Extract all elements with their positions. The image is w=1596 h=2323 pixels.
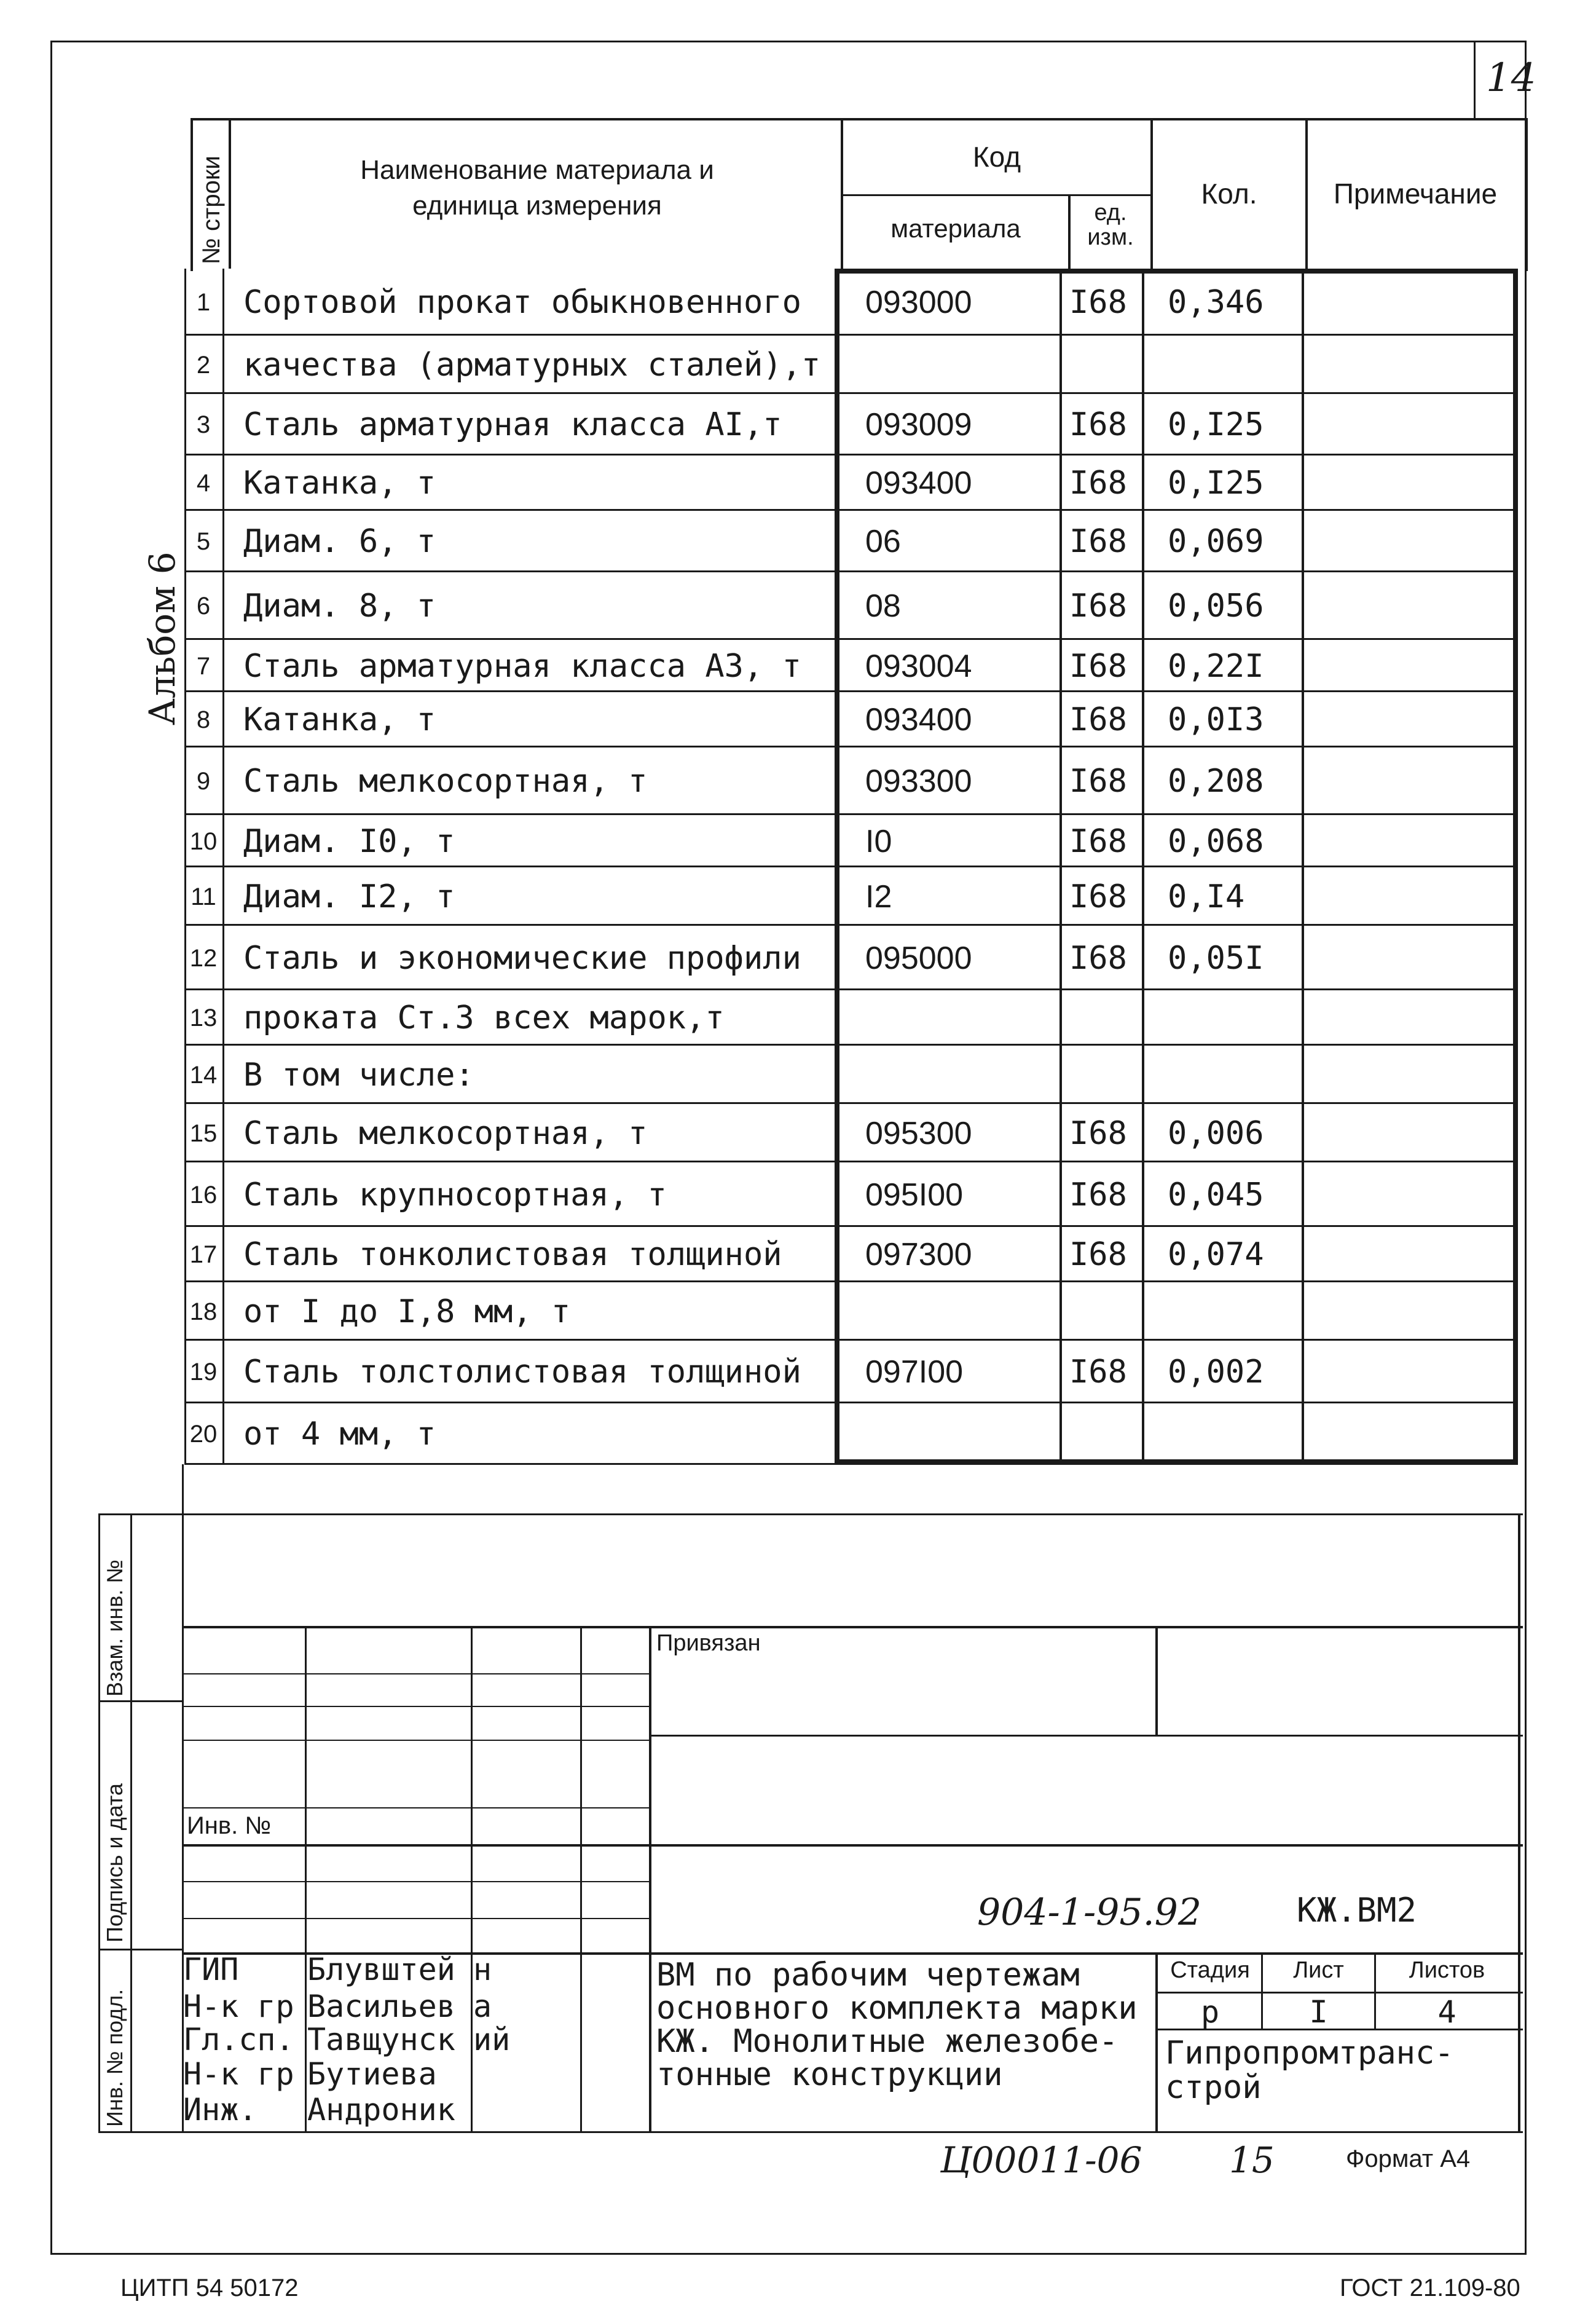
unit-code: I68 [1069, 763, 1127, 800]
material-code: 095300 [865, 1115, 972, 1151]
material-name: Сталь толстолистовая толщиной [243, 1354, 801, 1390]
material-code: I2 [865, 878, 892, 915]
unit-code [1069, 998, 1142, 1038]
side-label-vzam: Взам. инв. № [102, 1559, 127, 1697]
row-number: 11 [191, 883, 216, 910]
material-name: Сталь мелкосортная, т [243, 763, 648, 800]
unit-code: I68 [1069, 1114, 1127, 1152]
quantity: 0,I4 [1168, 878, 1245, 915]
material-name: качества (арматурных сталей),т [243, 346, 821, 384]
material-code: 097I00 [865, 1354, 964, 1390]
header-row-no: № строки [198, 156, 225, 264]
doc-title: ВМ по рабочим чертежам основного комплекта марки КЖ. Монолитные железобе- тонные конструкции [656, 1957, 1138, 2093]
album-label: Альбом 6 [141, 551, 183, 725]
material-code [865, 1292, 1062, 1331]
quantity: 0,05I [1168, 939, 1264, 977]
person-mark: н [473, 1952, 492, 1987]
quantity: 0,056 [1168, 588, 1264, 625]
quantity: 0,069 [1168, 523, 1264, 560]
row-number: 19 [189, 1359, 218, 1386]
material-code: I0 [865, 823, 892, 859]
quantity: 0,I25 [1168, 465, 1264, 502]
quantity: 0,0I3 [1168, 701, 1264, 738]
quantity: 0,22I [1168, 647, 1264, 685]
unit-code: I68 [1069, 284, 1127, 321]
header-qty: Кол. [1201, 178, 1257, 210]
quantity: 0,045 [1168, 1176, 1264, 1213]
unit-code: I68 [1069, 1236, 1127, 1273]
material-name: проката Ст.3 всех марок,т [243, 1000, 725, 1036]
row-number: 8 [196, 706, 211, 733]
unit-code: I68 [1069, 1176, 1127, 1213]
material-code: 06 [865, 524, 901, 559]
quantity: 0,074 [1168, 1236, 1264, 1273]
unit-code [1069, 1292, 1142, 1331]
material-code: 095000 [865, 940, 972, 976]
unit-code: I68 [1069, 406, 1127, 443]
header-code-material: материала [890, 214, 1021, 243]
material-name: Сталь арматурная класса AI,т [243, 406, 782, 443]
material-name: Сталь и экономические профили [243, 939, 801, 977]
person-name: Бутиева [307, 2057, 437, 2091]
material-name: от I до I,8 мм, т [243, 1293, 571, 1330]
material-code [865, 1414, 1062, 1454]
material-code: 08 [865, 588, 901, 624]
row-number: 17 [189, 1241, 218, 1268]
row-number: 2 [196, 351, 211, 379]
handwritten-num: 15 [1229, 2139, 1275, 2181]
material-name: Сталь тонколистовая толщиной [243, 1236, 782, 1273]
material-code [865, 998, 1062, 1038]
side-label-inv: Инв. № подл. [102, 1989, 127, 2127]
unit-code: I68 [1069, 588, 1127, 625]
material-code: 093400 [865, 465, 972, 501]
inv-no-label: Инв. № [187, 1812, 272, 1839]
header-code: Код [972, 141, 1021, 173]
handwritten-code: Ц00011-06 [940, 2139, 1142, 2181]
material-code [865, 345, 1062, 385]
quantity [1168, 998, 1302, 1038]
header-name: Наименование материала и единица измерения [360, 155, 714, 221]
row-number: 20 [189, 1421, 218, 1448]
unit-code: I68 [1069, 523, 1127, 560]
person-name: Тавщунск [307, 2022, 455, 2057]
material-name: Сталь арматурная класса А3, т [243, 647, 801, 685]
row-number: 12 [189, 944, 218, 972]
role-label: Н-к гр [183, 1989, 294, 2024]
material-code: 097300 [865, 1237, 972, 1272]
unit-code: I68 [1069, 647, 1127, 685]
quantity: 0,006 [1168, 1114, 1264, 1152]
org-name: Гипропромтранс- строй [1165, 2035, 1454, 2106]
sheets-label: Листов [1409, 1957, 1485, 1983]
stage-value: р [1200, 1994, 1220, 2030]
role-label: Н-к гр [183, 2057, 294, 2091]
person-name: Блувштей [307, 1952, 455, 1987]
role-label: ГИП [183, 1952, 239, 1987]
role-label: Гл.сп. [183, 2022, 294, 2057]
quantity [1168, 1292, 1302, 1331]
unit-code: I68 [1069, 701, 1127, 738]
doc-code: КЖ.ВМ2 [1297, 1891, 1417, 1930]
page-number: 14 [1486, 55, 1536, 101]
row-number: 1 [196, 289, 211, 316]
unit-code: I68 [1069, 878, 1127, 915]
unit-code: I68 [1069, 939, 1127, 977]
doc-number: 904-1-95.92 [977, 1891, 1202, 1934]
person-name: Андроник [307, 2092, 455, 2127]
quantity: 0,068 [1168, 822, 1264, 860]
format-label: Формат А4 [1346, 2145, 1471, 2172]
person-mark: а [473, 1989, 492, 2024]
material-name: Диам. 6, т [243, 523, 436, 560]
quantity: 0,I25 [1168, 406, 1264, 443]
row-number: 7 [196, 652, 211, 680]
material-name: Сталь мелкосортная, т [243, 1114, 648, 1152]
row-number: 5 [196, 528, 211, 555]
unit-code [1069, 345, 1142, 385]
row-number: 10 [189, 827, 218, 855]
side-label-podpis: Подпись и дата [102, 1783, 127, 1942]
sheet-label: Лист [1293, 1957, 1344, 1983]
unit-code: I68 [1069, 465, 1127, 502]
material-name: В том числе: [243, 1056, 474, 1094]
privyazan-label: Привязан [656, 1630, 761, 1656]
sheet-value: I [1309, 1994, 1328, 2030]
row-number: 3 [196, 411, 211, 438]
stage-label: Стадия [1170, 1957, 1250, 1983]
role-label: Инж. [183, 2092, 257, 2127]
quantity [1168, 1414, 1302, 1454]
header-note: Примечание [1333, 178, 1498, 210]
material-name: Диам. 8, т [243, 588, 436, 625]
row-number: 6 [196, 593, 211, 620]
material-code: 095I00 [865, 1177, 964, 1213]
row-number: 16 [189, 1181, 218, 1209]
material-name: Сортовой прокат обыкновенного [243, 284, 801, 321]
material-name: Сталь крупносортная, т [243, 1176, 667, 1213]
material-name: Катанка, т [243, 465, 436, 502]
material-code: 093009 [865, 407, 972, 443]
unit-code [1069, 1055, 1142, 1095]
material-code: 093004 [865, 648, 972, 684]
row-number: 18 [189, 1298, 218, 1325]
material-name: от 4 мм, т [243, 1416, 436, 1453]
quantity: 0,002 [1168, 1354, 1264, 1390]
material-name: Катанка, т [243, 701, 436, 738]
quantity: 0,346 [1168, 284, 1264, 321]
unit-code [1069, 1414, 1142, 1454]
quantity [1168, 345, 1302, 385]
row-number: 15 [189, 1119, 218, 1147]
material-code [865, 1055, 1062, 1095]
row-number: 4 [196, 470, 211, 497]
person-mark: ий [473, 2022, 511, 2057]
material-name: Диам. I2, т [243, 878, 455, 915]
material-code: 093400 [865, 702, 972, 738]
footer-right: ГОСТ 21.109-80 [1340, 2274, 1520, 2301]
header-code-unit: ед. изм. [1087, 200, 1134, 250]
material-code: 093000 [865, 285, 972, 320]
row-number: 9 [196, 768, 211, 795]
unit-code: I68 [1069, 822, 1127, 860]
unit-code: I68 [1069, 1354, 1127, 1390]
person-name: Васильев [307, 1989, 455, 2024]
material-name: Диам. I0, т [243, 822, 455, 860]
row-number: 13 [189, 1004, 218, 1031]
footer-left: ЦИТП 54 50172 [120, 2274, 299, 2301]
row-number: 14 [189, 1061, 218, 1089]
quantity [1168, 1055, 1302, 1095]
material-code: 093300 [865, 763, 972, 799]
quantity: 0,208 [1168, 763, 1264, 800]
sheets-value: 4 [1437, 1994, 1456, 2030]
